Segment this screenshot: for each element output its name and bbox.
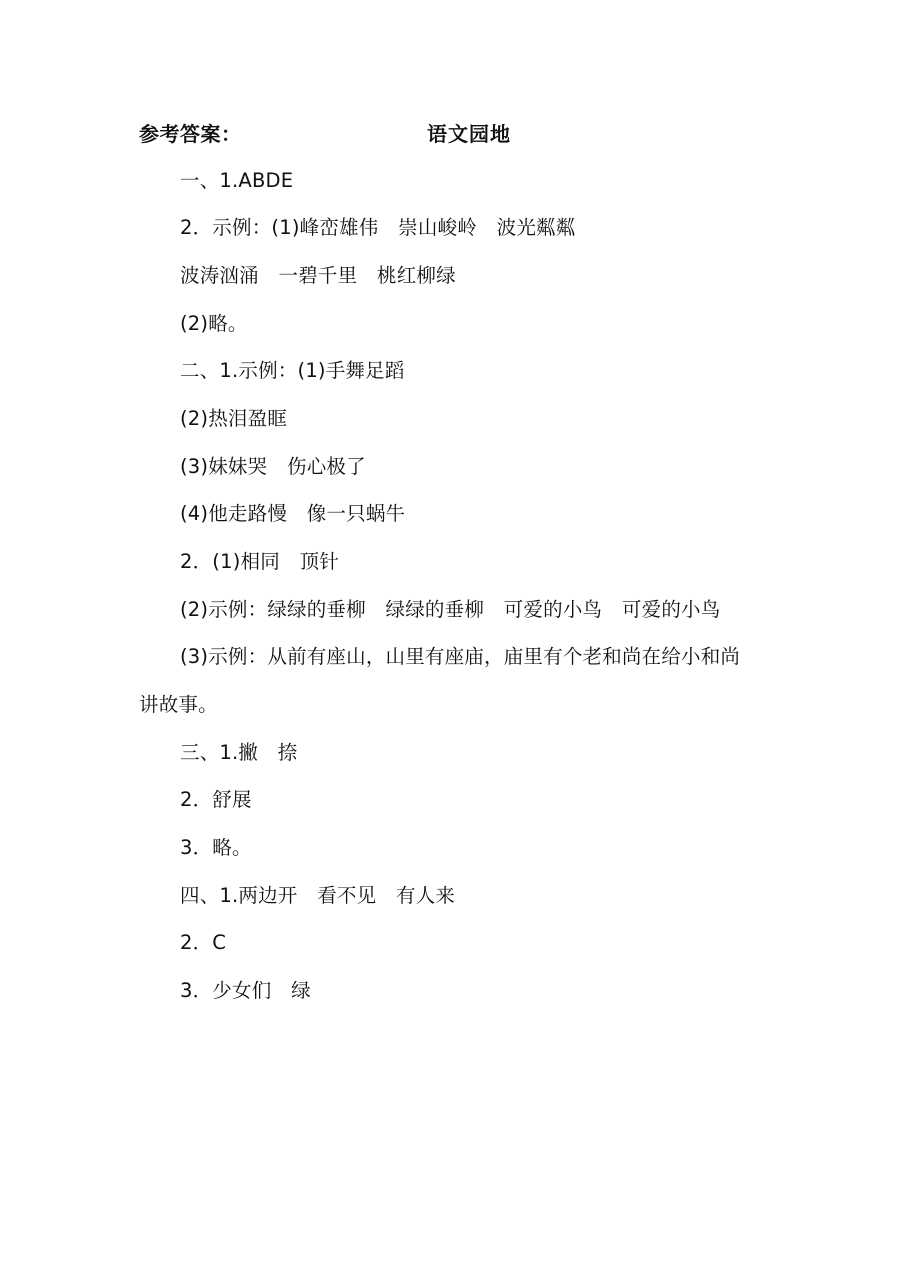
- answer-line: 四、1.两边开 看不见 有人来: [180, 884, 456, 907]
- answer-line: (3)示例：从前有座山，山里有座庙，庙里有个老和尚在给小和尚: [180, 645, 741, 668]
- header-row: [139, 118, 779, 150]
- answer-line: (2)示例：绿绿的垂柳 绿绿的垂柳 可爱的小鸟 可爱的小鸟: [180, 598, 721, 621]
- answer-line: (3)妹妹哭 伤心极了: [180, 455, 366, 478]
- answer-line: 波涛汹涌 一碧千里 桃红柳绿: [180, 264, 456, 287]
- answer-line: 三、1.撇 捺: [180, 741, 298, 764]
- answer-line: (2)略。: [180, 312, 248, 335]
- answer-line: 2．C: [180, 931, 227, 954]
- answer-line-continuation: 讲故事。: [139, 693, 218, 716]
- answer-line: 一、1.ABDE: [180, 169, 294, 192]
- answer-line: 2．舒展: [180, 788, 252, 811]
- answer-line: 3．略。: [180, 836, 252, 859]
- page-title: 语文园地: [427, 122, 511, 146]
- answer-line: 2．示例：(1)峰峦雄伟 崇山峻岭 波光粼粼: [180, 216, 576, 239]
- answer-line: (2)热泪盈眶: [180, 407, 288, 430]
- answer-line: (4)他走路慢 像一只蜗牛: [180, 502, 406, 525]
- answer-line: 二、1.示例：(1)手舞足蹈: [180, 359, 405, 382]
- answers-label: 参考答案：: [139, 122, 242, 146]
- answer-line: 3．少女们 绿: [180, 979, 311, 1002]
- answer-line: 2．(1)相同 顶针: [180, 550, 340, 573]
